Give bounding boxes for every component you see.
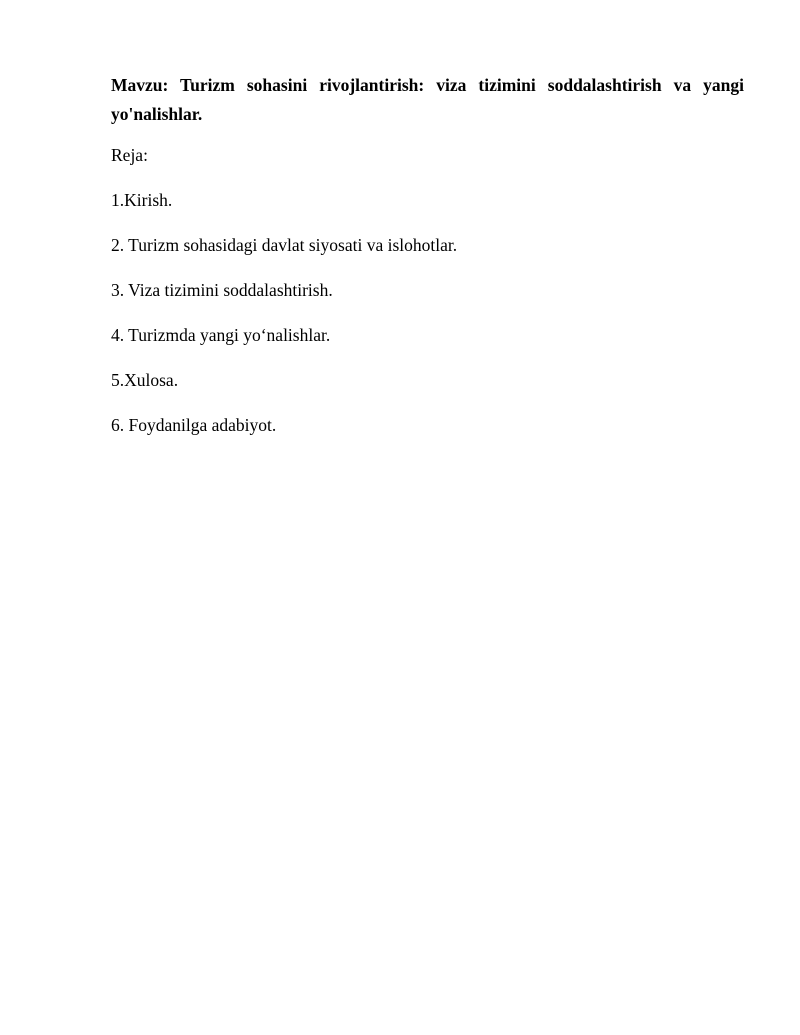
plan-heading: Reja: [111, 145, 148, 165]
plan-item: 6. Foydanilga adabiyot. [111, 415, 277, 435]
document-title: Mavzu: Turizm sohasini rivojlantirish: viza tizimini soddalashtirish va yangi yo'nalishlar. [111, 75, 744, 124]
plan-item: 2. Turizm sohasidagi davlat siyosati va islohotlar. [111, 235, 458, 255]
plan-item: 4. Turizmda yangi yo‘nalishlar. [111, 325, 331, 345]
plan-item: 1.Kirish. [111, 190, 173, 210]
document-body [111, 71, 744, 459]
plan-item: 3. Viza tizimini soddalashtirish. [111, 280, 333, 300]
plan-item: 5.Xulosa. [111, 370, 179, 390]
